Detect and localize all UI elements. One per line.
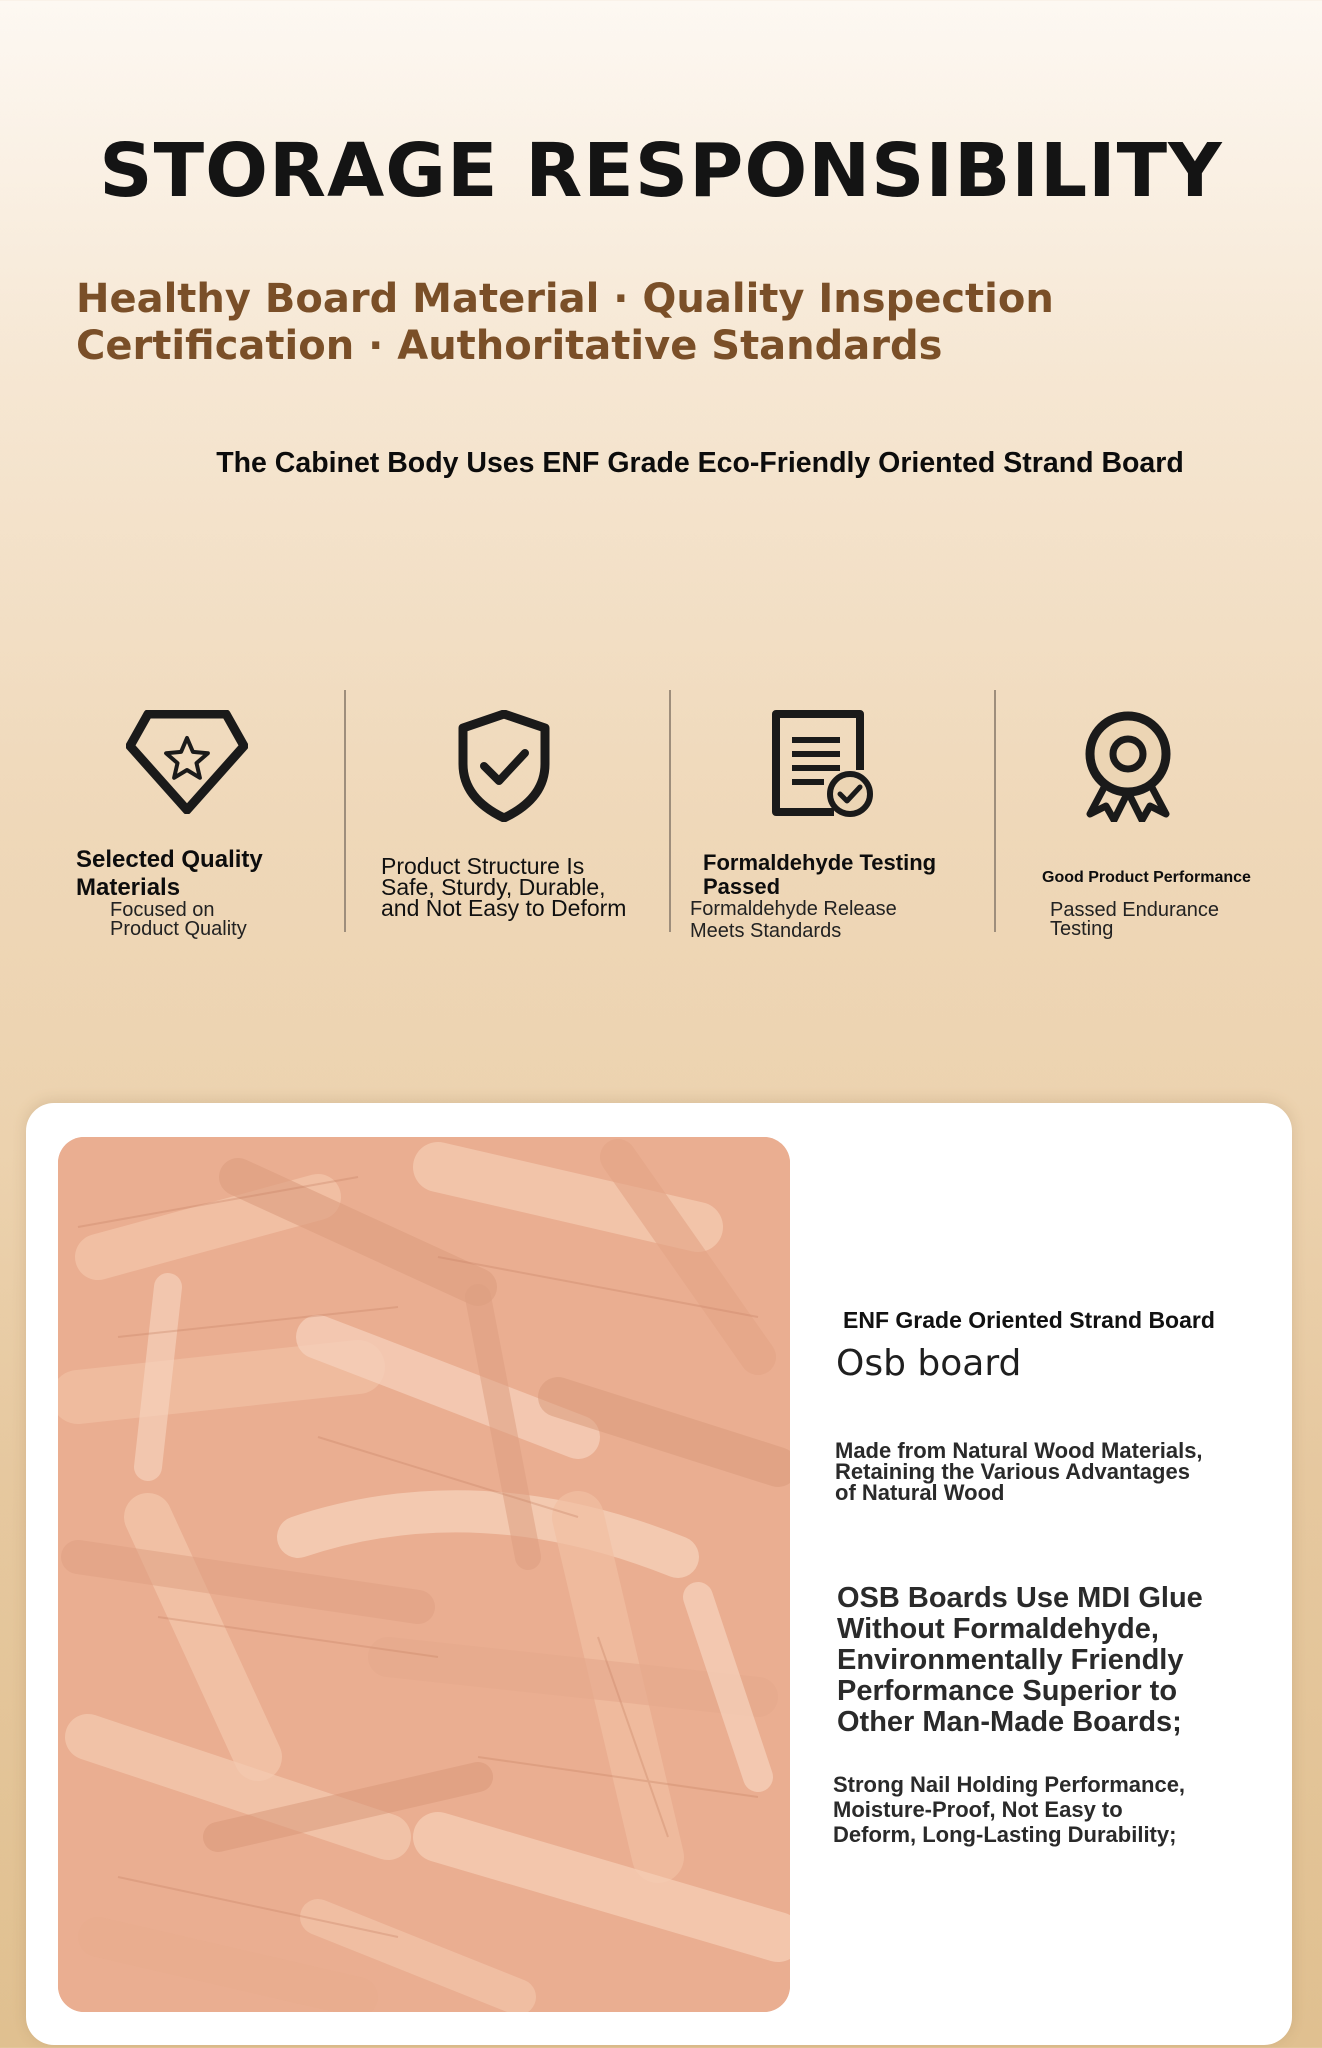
feature-title-performance: Good Product Performance bbox=[1042, 869, 1251, 886]
feature-desc-quality-materials: Focused on Product Quality bbox=[110, 899, 247, 940]
lead-text: The Cabinet Body Uses ENF Grade Eco-Friendly Oriented Strand Board bbox=[216, 447, 1184, 479]
product-desc-natural-wood: Made from Natural Wood Materials, Retaining the Various Advantages of Natural Wood bbox=[835, 1438, 1203, 1505]
feature-divider bbox=[994, 690, 996, 932]
page-subtitle: Healthy Board Material · Quality Inspection Certification · Authoritative Standards bbox=[76, 276, 1054, 369]
feature-divider bbox=[669, 690, 671, 932]
feature-desc-formaldehyde: Formaldehyde Release Meets Standards bbox=[690, 898, 897, 942]
product-label: ENF Grade Oriented Strand Board bbox=[843, 1307, 1215, 1333]
shield-check-icon bbox=[457, 710, 551, 822]
award-ribbon-icon bbox=[1080, 710, 1176, 822]
page-title: STORAGE RESPONSIBILITY bbox=[99, 128, 1223, 214]
feature-title-formaldehyde: Formaldehyde Testing Passed bbox=[703, 850, 937, 899]
diamond-star-icon bbox=[126, 710, 248, 814]
product-name: Osb board bbox=[836, 1343, 1022, 1384]
product-desc-durability: Strong Nail Holding Performance, Moisture-Proof, Not Easy to Deform, Long-Lasting Durability; bbox=[833, 1772, 1186, 1847]
osb-board-image bbox=[58, 1137, 790, 2012]
feature-title-structure: Product Structure Is Safe, Sturdy, Durable, and Not Easy to Deform bbox=[381, 853, 627, 921]
feature-desc-performance: Passed Endurance Testing bbox=[1050, 899, 1220, 940]
feature-title-quality-materials: Selected Quality Materials bbox=[76, 846, 263, 901]
feature-divider bbox=[344, 690, 346, 932]
document-check-icon bbox=[768, 708, 876, 822]
product-desc-mdi-glue: OSB Boards Use MDI Glue Without Formaldehyde, Environmentally Friendly Performance Superior to Other Man-Made Boards; bbox=[837, 1582, 1203, 1738]
